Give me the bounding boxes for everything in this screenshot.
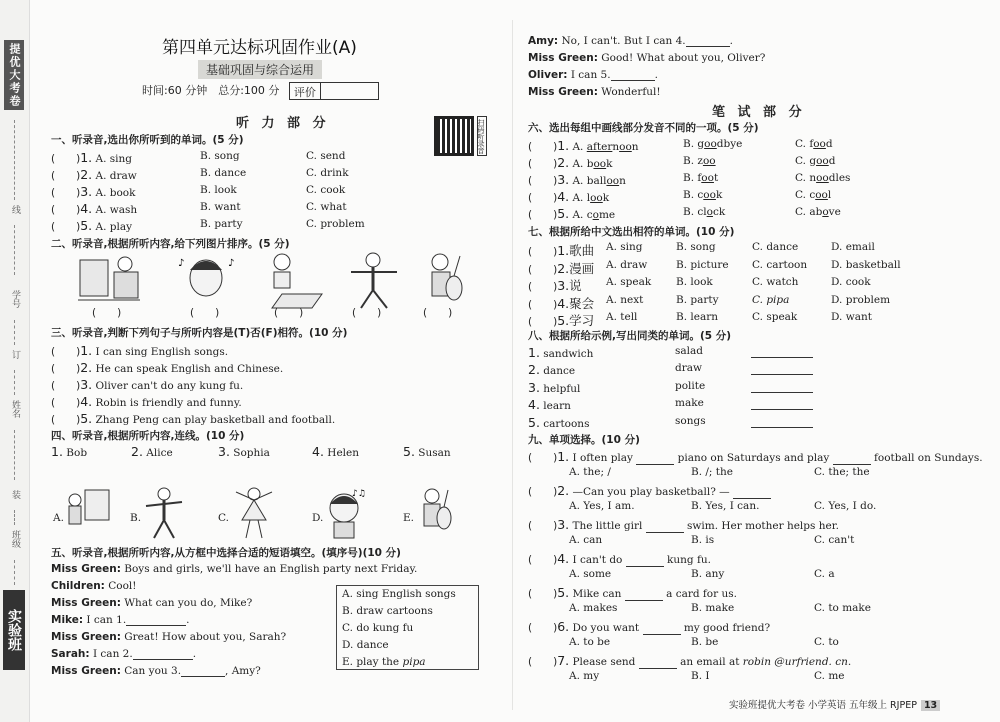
fill-blank[interactable] bbox=[733, 498, 771, 499]
option-b[interactable]: B. I bbox=[691, 670, 710, 682]
example-word: songs bbox=[675, 415, 706, 427]
cut-label: 线 bbox=[10, 205, 20, 214]
answer-blank[interactable]: ( ) bbox=[51, 153, 81, 165]
q6-title: 六、选出每组中画线部分发音不同的一项。(5 分) bbox=[528, 122, 759, 134]
score-label: 评价 bbox=[290, 83, 321, 99]
fill-blank[interactable] bbox=[751, 397, 813, 410]
q9-title: 九、单项选择。(10 分) bbox=[528, 434, 640, 446]
brand-label-top: 提优大考卷 bbox=[4, 40, 24, 110]
dialog-line: Oliver: I can 5. . bbox=[528, 69, 658, 81]
option-c[interactable]: C. drink bbox=[306, 167, 349, 179]
list-item: 2. dance bbox=[528, 362, 576, 377]
time-score-text: 时间:60 分钟 总分:100 分 bbox=[142, 84, 280, 97]
cut-label: 装 bbox=[10, 490, 20, 499]
picture-letter[interactable]: A. bbox=[53, 512, 64, 524]
fill-blank[interactable] bbox=[751, 380, 813, 393]
page-title: 第四单元达标巩固作业(A) bbox=[162, 38, 357, 58]
list-item: ( )1. A. sing bbox=[51, 150, 132, 165]
list-item: ( )3. Oliver can't do any kung fu. bbox=[51, 377, 244, 392]
option-c[interactable]: C. can't bbox=[814, 534, 855, 546]
list-item: ( )5.学习 bbox=[528, 313, 595, 328]
dialog-line: Miss Green: What can you do, Mike? bbox=[51, 597, 253, 609]
option-a[interactable]: A. tell bbox=[606, 311, 638, 323]
answer-blank[interactable]: ( ) bbox=[528, 264, 558, 276]
q5-title: 五、听录音,根据所听内容,从方框中选择合适的短语填空。(填序号)(10 分) bbox=[51, 547, 401, 559]
option-b[interactable]: B. look bbox=[200, 184, 237, 196]
dialog-line: Miss Green: Can you 3. , Amy? bbox=[51, 665, 261, 677]
mc-question: ( )1. I often play piano on Saturdays and play football on Sundays. bbox=[528, 449, 983, 464]
dialog-line: Miss Green: Wonderful! bbox=[528, 86, 661, 98]
fill-blank[interactable] bbox=[751, 345, 813, 358]
option-c[interactable]: C. cartoon bbox=[752, 259, 808, 271]
answer-blank[interactable]: ( ) bbox=[528, 656, 558, 668]
qr-code-icon[interactable] bbox=[434, 116, 474, 156]
example-word: polite bbox=[675, 380, 706, 392]
list-item: ( )1. A. afternoon bbox=[528, 138, 639, 153]
example-word: make bbox=[675, 397, 704, 409]
answer-blank[interactable]: ( ) bbox=[51, 380, 81, 392]
option-a[interactable]: A. sing bbox=[606, 241, 643, 253]
name-item[interactable]: 4. Helen bbox=[312, 444, 359, 459]
fill-blank[interactable] bbox=[646, 532, 684, 533]
option-c[interactable]: C. to make bbox=[814, 602, 872, 614]
list-item: ( )2.漫画 bbox=[528, 261, 595, 276]
option-a[interactable]: A. some bbox=[569, 568, 612, 580]
exam-meta bbox=[142, 82, 379, 100]
page-footer bbox=[729, 697, 940, 711]
option-b[interactable]: B. is bbox=[691, 534, 715, 546]
svg-text:♪: ♪ bbox=[178, 258, 185, 269]
fill-blank[interactable] bbox=[686, 46, 730, 47]
list-item: ( )3. A. book bbox=[51, 184, 136, 199]
mc-question: ( )3. The little girl swim. Her mother helps her. bbox=[528, 517, 839, 532]
q4-title: 四、听录音,根据所听内容,连线。(10 分) bbox=[51, 430, 245, 442]
answer-blank[interactable]: ( ) bbox=[528, 316, 558, 328]
option-c[interactable]: C. speak bbox=[752, 311, 798, 323]
dialog-line: Miss Green: Good! What about you, Oliver? bbox=[528, 52, 766, 64]
option-c[interactable]: C. to bbox=[814, 636, 839, 648]
option-b[interactable]: B. song bbox=[676, 241, 716, 253]
q1-title: 一、听录音,选出你所听到的单词。(5 分) bbox=[51, 134, 244, 146]
illustration-dancer bbox=[232, 486, 276, 540]
answer-blank[interactable]: ( ) bbox=[528, 175, 558, 187]
list-item: 1. sandwich bbox=[528, 345, 594, 360]
option-b[interactable]: B. picture bbox=[676, 259, 729, 271]
q7-title: 七、根据所给中文选出相符的单词。(10 分) bbox=[528, 226, 735, 238]
name-item[interactable]: 3. Sophia bbox=[218, 444, 270, 459]
dialog-line: Miss Green: Great! How about you, Sarah? bbox=[51, 631, 287, 643]
option-c[interactable]: C. me bbox=[814, 670, 845, 682]
illustration-drawing-boy bbox=[262, 250, 324, 310]
example-word: draw bbox=[675, 362, 702, 374]
answer-blank[interactable]: ( ) bbox=[528, 588, 558, 600]
fill-blank[interactable] bbox=[833, 464, 871, 465]
option-c[interactable]: C. what bbox=[306, 201, 347, 213]
option-b[interactable]: B. cook bbox=[683, 189, 723, 201]
option-a[interactable]: A. makes bbox=[569, 602, 618, 614]
list-item: ( )3.说 bbox=[528, 278, 582, 293]
phrase-option: A. sing English songs bbox=[342, 588, 456, 600]
fill-blank[interactable] bbox=[181, 676, 225, 677]
option-c[interactable]: C. cook bbox=[306, 184, 346, 196]
answer-blank[interactable]: ( ) bbox=[51, 346, 81, 358]
option-c[interactable]: C. a bbox=[814, 568, 835, 580]
option-b[interactable]: B. party bbox=[200, 218, 243, 230]
list-item: ( )4. A. wash bbox=[51, 201, 138, 216]
picture-letter[interactable]: B. bbox=[130, 512, 142, 524]
option-d[interactable]: D. cook bbox=[831, 276, 871, 288]
option-a[interactable]: A. my bbox=[569, 670, 600, 682]
page-subtitle: 基础巩固与综合运用 bbox=[198, 60, 322, 79]
illustration-kungfu-kid bbox=[142, 486, 186, 540]
fill-blank[interactable] bbox=[126, 625, 186, 626]
option-b[interactable]: B. be bbox=[691, 636, 719, 648]
written-heading: 笔 试 部 分 bbox=[712, 105, 806, 120]
footer-text: 实验班提优大考卷 小学英语 五年级上 RJPEP bbox=[729, 700, 917, 711]
answer-blank[interactable]: ( ) bbox=[528, 209, 558, 221]
q8-title: 八、根据所给示例,写出同类的单词。(5 分) bbox=[528, 330, 732, 342]
option-d[interactable]: D. basketball bbox=[831, 259, 901, 271]
dialog-line: Amy: No, I can't. But I can 4. . bbox=[528, 35, 733, 47]
answer-blank[interactable]: ( ) bbox=[528, 192, 558, 204]
svg-text:♪♫: ♪♫ bbox=[352, 489, 366, 499]
page-number: 13 bbox=[921, 700, 940, 711]
option-b[interactable]: B. look bbox=[676, 276, 713, 288]
fill-blank[interactable] bbox=[133, 659, 193, 660]
answer-blank[interactable]: ( ) bbox=[51, 397, 81, 409]
option-c[interactable]: C. the; the bbox=[814, 466, 870, 478]
name-item[interactable]: 1. Bob bbox=[51, 444, 88, 459]
answer-blank[interactable]: ( ) bbox=[528, 158, 558, 170]
option-a[interactable]: A. the; / bbox=[569, 466, 611, 478]
option-d[interactable]: D. want bbox=[831, 311, 872, 323]
option-c[interactable]: C. watch bbox=[752, 276, 799, 288]
option-b[interactable]: B. clock bbox=[683, 206, 726, 218]
answer-blank[interactable]: ( ) bbox=[51, 363, 81, 375]
option-c[interactable]: C. pipa bbox=[752, 294, 790, 306]
mc-question: ( )7. Please send an email at robin @urfriend. cn. bbox=[528, 653, 852, 668]
option-a[interactable]: A. draw bbox=[606, 259, 648, 271]
fill-blank[interactable] bbox=[643, 634, 681, 635]
illustration-singer bbox=[322, 486, 368, 540]
name-item[interactable]: 2. Alice bbox=[131, 444, 173, 459]
list-item: 5. cartoons bbox=[528, 415, 590, 430]
illustration-singing-boy bbox=[176, 250, 238, 310]
dialog-line: Sarah: I can 2. . bbox=[51, 648, 197, 660]
picture-letter[interactable]: C. bbox=[218, 512, 229, 524]
answer-blank[interactable]: ( ) bbox=[528, 246, 558, 258]
option-b[interactable]: B. zoo bbox=[683, 155, 716, 167]
dialog-line: Miss Green: Boys and girls, we'll have an English party next Friday. bbox=[51, 563, 418, 575]
option-b[interactable]: B. make bbox=[691, 602, 735, 614]
option-b[interactable]: B. Yes, I can. bbox=[691, 500, 760, 512]
svg-text:♪: ♪ bbox=[228, 258, 235, 269]
qr-caption: 扫码听录音 bbox=[477, 116, 487, 156]
brand-label-bottom: 实验班 bbox=[3, 590, 25, 670]
option-b[interactable]: B. want bbox=[200, 201, 241, 213]
list-item: ( )5. A. play bbox=[51, 218, 133, 233]
illustration-painting-girl bbox=[78, 250, 140, 310]
page-fold bbox=[512, 20, 513, 710]
option-b[interactable]: B. dance bbox=[200, 167, 247, 179]
phrase-option: E. play the pipa bbox=[342, 656, 426, 668]
mc-question: ( )5. Mike can a card for us. bbox=[528, 585, 737, 600]
option-c[interactable]: C. food bbox=[795, 138, 833, 150]
q3-title: 三、听录音,判断下列句子与所听内容是(T)否(F)相符。(10 分) bbox=[51, 327, 348, 339]
illustration-pipa-girl bbox=[416, 250, 478, 310]
mc-question: ( )4. I can't do kung fu. bbox=[528, 551, 711, 566]
answer-blank[interactable]: ( ) bbox=[352, 307, 382, 319]
phrase-option: C. do kung fu bbox=[342, 622, 414, 634]
option-c[interactable]: C. above bbox=[795, 206, 841, 218]
answer-blank[interactable]: ( ) bbox=[528, 486, 558, 498]
option-b[interactable]: B. song bbox=[200, 150, 240, 162]
option-b[interactable]: B. /; the bbox=[691, 466, 733, 478]
list-item: ( )5. A. come bbox=[528, 206, 616, 221]
q2-title: 二、听录音,根据所听内容,给下列图片排序。(5 分) bbox=[51, 238, 290, 250]
fill-blank[interactable] bbox=[639, 668, 677, 669]
list-item: ( )4. Robin is friendly and funny. bbox=[51, 394, 242, 409]
answer-blank[interactable]: ( ) bbox=[51, 204, 81, 216]
option-c[interactable]: C. send bbox=[306, 150, 346, 162]
answer-blank[interactable]: ( ) bbox=[528, 554, 558, 566]
answer-blank[interactable]: ( ) bbox=[92, 307, 122, 319]
option-c[interactable]: C. noodles bbox=[795, 172, 851, 184]
option-c[interactable]: C. cool bbox=[795, 189, 832, 201]
option-a[interactable]: A. can bbox=[569, 534, 603, 546]
fill-blank[interactable] bbox=[626, 566, 664, 567]
list-item: ( )2. He can speak English and Chinese. bbox=[51, 360, 284, 375]
listening-heading: 听 力 部 分 bbox=[236, 116, 330, 131]
phrase-option: D. dance bbox=[342, 639, 389, 651]
picture-letter[interactable]: D. bbox=[312, 512, 324, 524]
name-item[interactable]: 5. Susan bbox=[403, 444, 451, 459]
fill-blank[interactable] bbox=[636, 464, 674, 465]
option-a[interactable]: A. next bbox=[606, 294, 644, 306]
answer-blank[interactable]: ( ) bbox=[528, 281, 558, 293]
answer-blank[interactable]: ( ) bbox=[51, 414, 81, 426]
list-item: 4. learn bbox=[528, 397, 571, 412]
option-b[interactable]: B. goodbye bbox=[683, 138, 743, 150]
list-item: ( )2. A. draw bbox=[51, 167, 137, 182]
option-a[interactable]: A. Yes, I am. bbox=[569, 500, 635, 512]
illustration-pipa-player bbox=[414, 486, 460, 540]
answer-blank[interactable]: ( ) bbox=[423, 307, 453, 319]
answer-blank[interactable]: ( ) bbox=[528, 622, 558, 634]
answer-blank[interactable]: ( ) bbox=[528, 299, 558, 311]
cut-label: 订 bbox=[10, 350, 20, 359]
answer-blank[interactable]: ( ) bbox=[51, 221, 81, 233]
list-item: ( )4. A. look bbox=[528, 189, 610, 204]
option-d[interactable]: D. email bbox=[831, 241, 875, 253]
option-a[interactable]: A. to be bbox=[569, 636, 611, 648]
mc-question: ( )6. Do you want my good friend? bbox=[528, 619, 771, 634]
picture-letter[interactable]: E. bbox=[403, 512, 415, 524]
list-item: ( )2. A. book bbox=[528, 155, 613, 170]
example-word: salad bbox=[675, 345, 703, 357]
answer-blank[interactable]: ( ) bbox=[274, 307, 304, 319]
option-c[interactable]: C. Yes, I do. bbox=[814, 500, 877, 512]
option-d[interactable]: D. problem bbox=[831, 294, 891, 306]
option-c[interactable]: C. good bbox=[795, 155, 836, 167]
option-b[interactable]: B. learn bbox=[676, 311, 719, 323]
answer-blank[interactable]: ( ) bbox=[190, 307, 220, 319]
option-b[interactable]: B. foot bbox=[683, 172, 719, 184]
option-c[interactable]: C. dance bbox=[752, 241, 799, 253]
answer-blank[interactable]: ( ) bbox=[51, 170, 81, 182]
answer-blank[interactable]: ( ) bbox=[51, 187, 81, 199]
class-label: 班级 bbox=[10, 530, 20, 548]
dialog-line: Mike: I can 1. . bbox=[51, 614, 190, 626]
answer-blank[interactable]: ( ) bbox=[528, 520, 558, 532]
answer-blank[interactable]: ( ) bbox=[528, 452, 558, 464]
phrase-option: B. draw cartoons bbox=[342, 605, 433, 617]
illustration-kungfu-boy bbox=[343, 250, 405, 310]
option-c[interactable]: C. problem bbox=[306, 218, 365, 230]
list-item: ( )1.歌曲 bbox=[528, 243, 595, 258]
list-item: ( )5. Zhang Peng can play basketball and football. bbox=[51, 411, 336, 426]
fill-blank[interactable] bbox=[611, 80, 655, 81]
student-number-label: 学号 bbox=[10, 290, 20, 308]
list-item: 3. helpful bbox=[528, 380, 581, 395]
fill-blank[interactable] bbox=[625, 600, 663, 601]
option-a[interactable]: A. speak bbox=[606, 276, 652, 288]
name-label: 姓名 bbox=[10, 400, 20, 418]
fill-blank[interactable] bbox=[751, 415, 813, 428]
mc-question: ( )2. —Can you play basketball? — bbox=[528, 483, 771, 499]
score-box[interactable] bbox=[289, 82, 379, 100]
dialog-line: Children: Cool! bbox=[51, 580, 137, 592]
list-item: ( )1. I can sing English songs. bbox=[51, 343, 229, 358]
option-b[interactable]: B. party bbox=[676, 294, 719, 306]
illustration-painter bbox=[63, 486, 113, 540]
option-b[interactable]: B. any bbox=[691, 568, 725, 580]
binding-gutter bbox=[0, 0, 30, 722]
list-item: ( )4.聚会 bbox=[528, 296, 595, 311]
fill-blank[interactable] bbox=[751, 362, 813, 375]
answer-blank[interactable]: ( ) bbox=[528, 141, 558, 153]
list-item: ( )3. A. balloon bbox=[528, 172, 626, 187]
